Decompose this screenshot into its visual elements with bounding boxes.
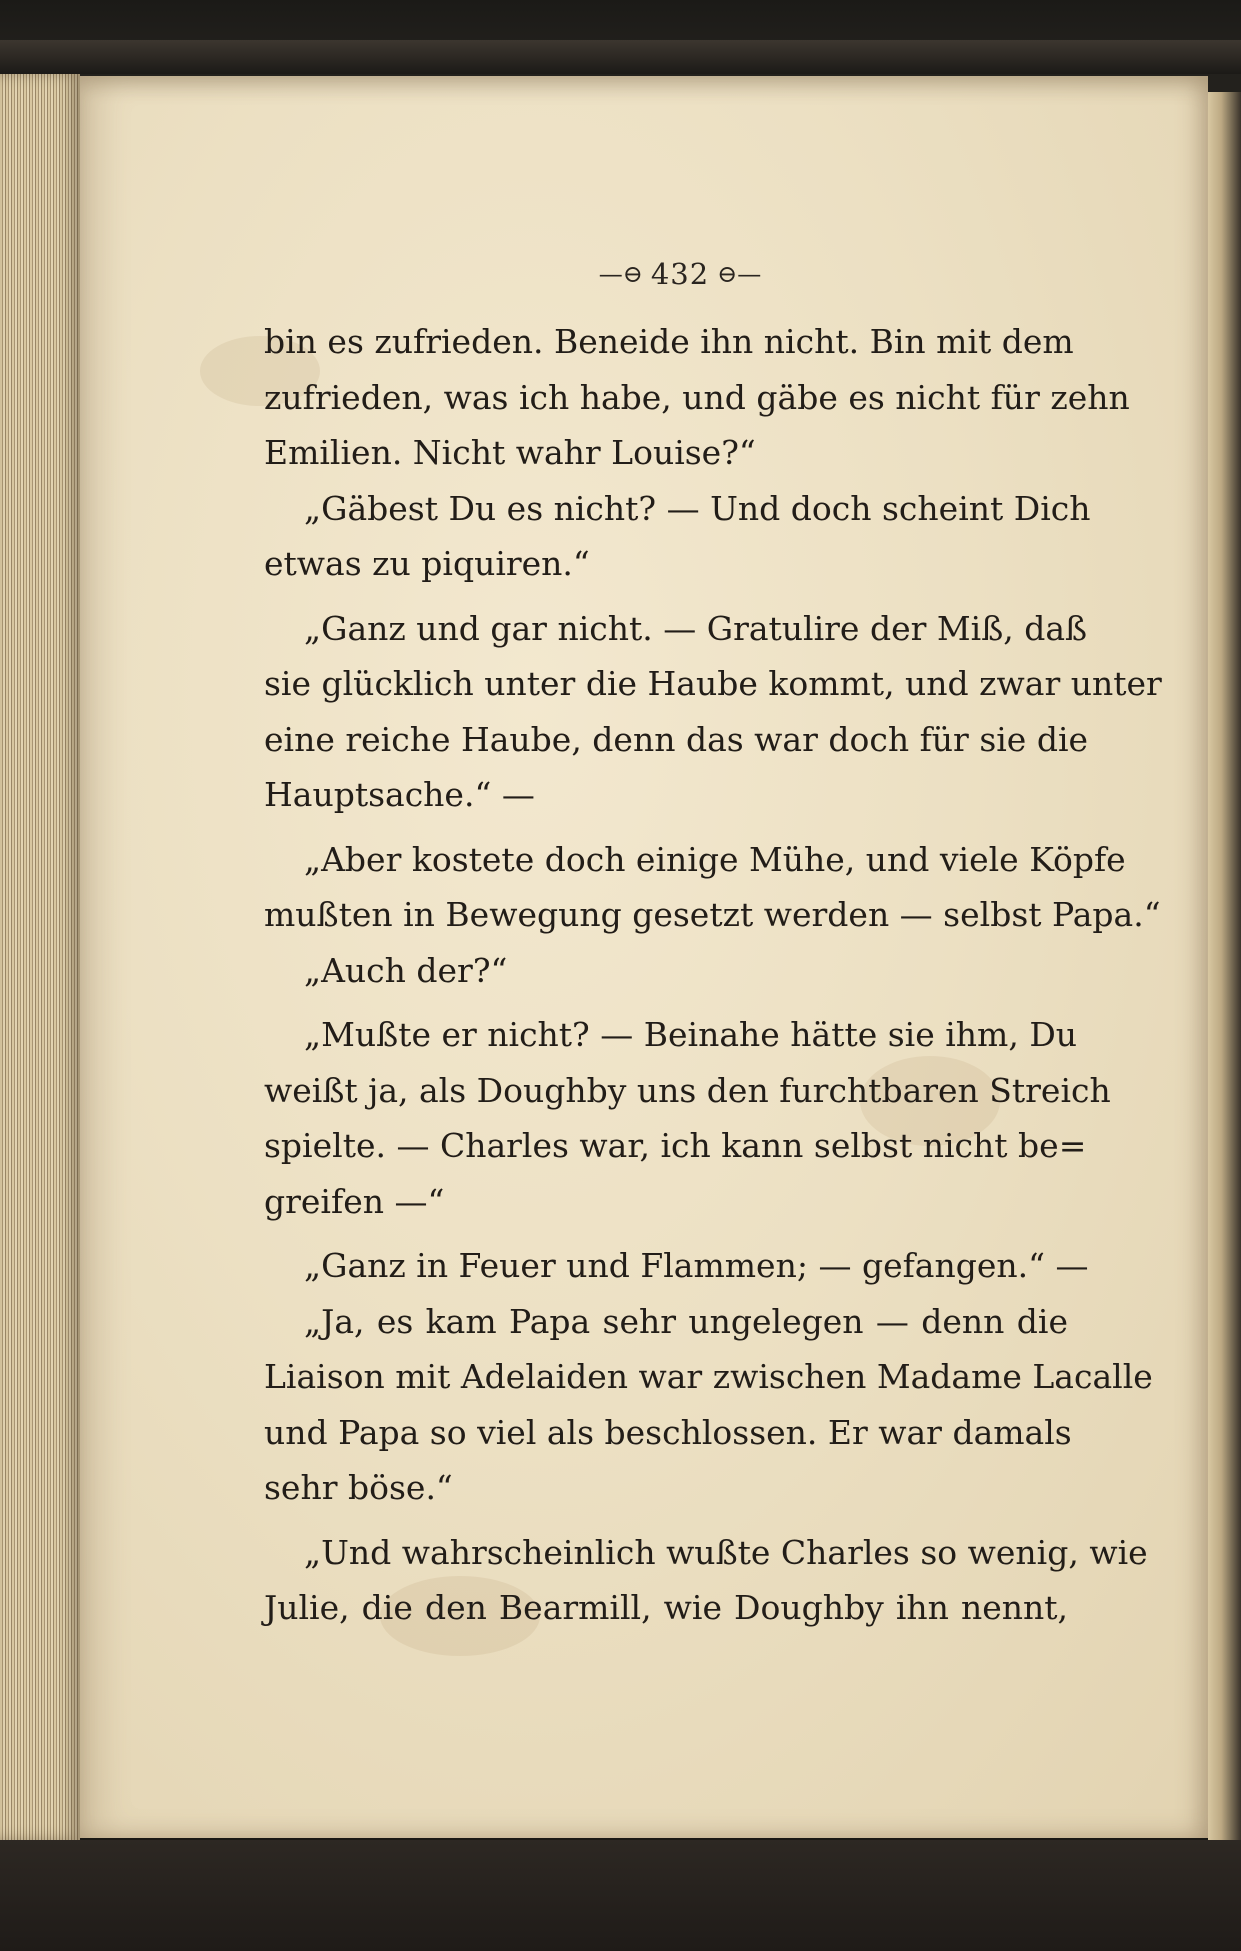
paragraph-gap bbox=[264, 998, 1068, 1007]
text-line: Emilien. Nicht wahr Louise?“ bbox=[264, 433, 756, 472]
text-line: Hauptsache.“ — bbox=[264, 775, 535, 814]
book-cover-bottom-edge bbox=[0, 1840, 1241, 1951]
text-line: „Auch der?“ bbox=[304, 950, 508, 990]
text-line: Liaison mit Adelaiden war zwischen Madame Lacalle bbox=[264, 1357, 1153, 1396]
text-line: spielte. — Charles war, ich kann selbst nicht be= bbox=[264, 1126, 1087, 1165]
text-line: eine reiche Haube, denn das war doch für sie die bbox=[264, 719, 1089, 759]
text-line: „Und wahrscheinlich wußte Charles so wenig, wie bbox=[304, 1532, 1148, 1572]
text-line: „Gäbest Du es nicht? — Und doch scheint Dich bbox=[304, 488, 1091, 528]
text-line: weißt ja, als Doughby uns den furchtbaren Streich bbox=[264, 1070, 1111, 1110]
text-line: sie glücklich unter die Haube kommt, und zwar unter bbox=[264, 664, 1162, 703]
text-line: Julie, die den Bearmill, wie Doughby ihn nennt, bbox=[264, 1588, 1068, 1627]
ornament-left-icon: —⊖ bbox=[598, 260, 643, 288]
text-line: „Mußte er nicht? — Beinahe hätte sie ihm, Du bbox=[304, 1015, 1078, 1054]
text-line: bin es zufrieden. Beneide ihn nicht. Bin mit dem bbox=[264, 322, 1074, 361]
book-page-edges bbox=[0, 74, 80, 1840]
paragraph-gap bbox=[264, 823, 1068, 832]
paragraph-gap bbox=[264, 1229, 1068, 1238]
text-line: und Papa so viel als beschlossen. Er war damals bbox=[264, 1412, 1072, 1452]
page-header bbox=[580, 254, 780, 294]
book-cover-right-edge bbox=[1208, 92, 1241, 1840]
text-line: „Ganz und gar nicht. — Gratulire der Miß, daß bbox=[304, 608, 1088, 648]
page-number: 432 bbox=[650, 256, 710, 291]
text-line: zufrieden, was ich habe, und gäbe es nicht für zehn bbox=[264, 377, 1130, 417]
text-line: mußten in Bewegung gesetzt werden — selbst Papa.“ bbox=[264, 895, 1161, 934]
text-line: etwas zu piquiren.“ bbox=[264, 544, 590, 583]
ornament-right-icon: ⊖— bbox=[717, 260, 762, 288]
book-cover-top-edge bbox=[0, 40, 1241, 74]
body-text bbox=[264, 314, 1162, 1636]
text-line: „Ganz in Feuer und Flammen; — gefangen.“ — bbox=[304, 1246, 1089, 1285]
text-line: „Aber kostete doch einige Mühe, und viele Köpfe bbox=[304, 839, 1126, 879]
text-line: greifen —“ bbox=[264, 1181, 445, 1221]
text-line: „Ja, es kam Papa sehr ungelegen — denn die bbox=[304, 1301, 1068, 1341]
paragraph-gap bbox=[264, 592, 1068, 601]
paragraph-gap bbox=[264, 1516, 1068, 1525]
text-line: sehr böse.“ bbox=[264, 1468, 453, 1507]
